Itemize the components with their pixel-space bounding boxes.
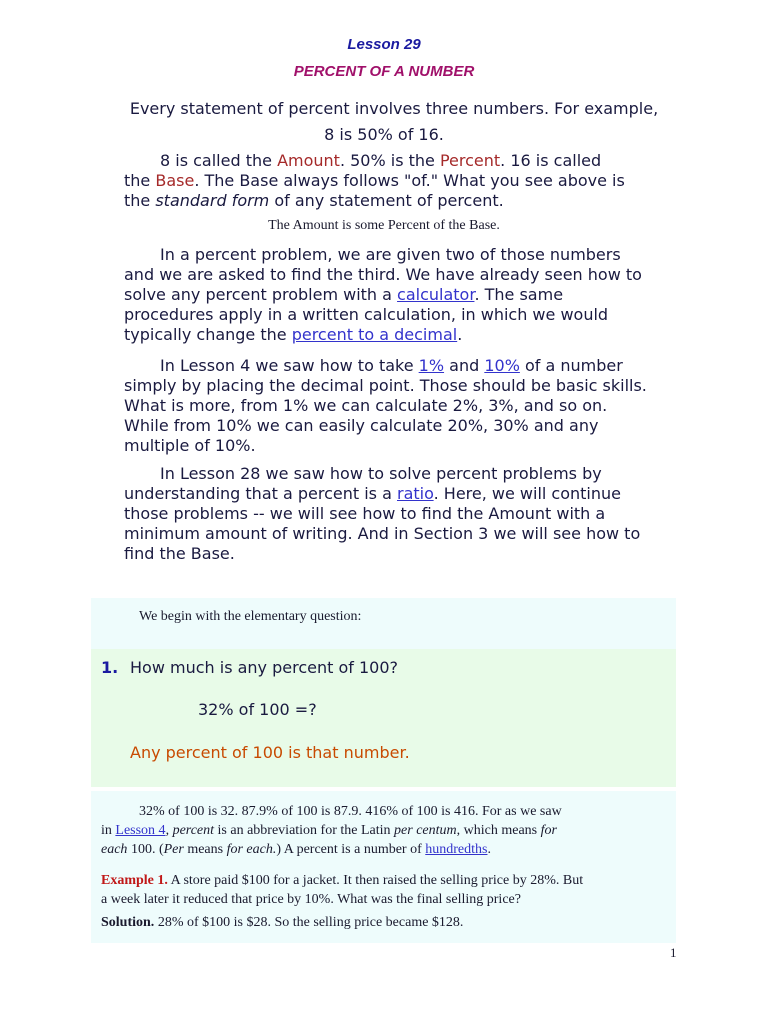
question-intro-box <box>91 598 676 649</box>
term-standard-form: standard form <box>155 191 270 210</box>
solution-text: 28% of $100 is $28. So the selling price became $128. <box>154 915 464 930</box>
term-base: Base <box>155 171 195 190</box>
question-intro-text: We begin with the elementary question: <box>139 609 362 624</box>
intro-line-1: Every statement of percent involves three numbers. For example, <box>129 99 659 118</box>
solution-label: Solution. <box>101 915 155 930</box>
question-number: 1. <box>101 658 119 677</box>
ten-percent-link[interactable]: 10% <box>484 356 520 375</box>
question-box <box>91 649 676 787</box>
page-number: 1 <box>670 945 677 960</box>
paragraph-lesson-4: In Lesson 4 we saw how to take 1% and 10% of a number simply by placing the decimal point. Those should be basic skills. What is more, from 1% we can calculate 2%, 3%, and so on. While from 10% we can easily calculate 20%, 30% and any multiple of 10%. <box>124 356 647 455</box>
example-label: Example 1. <box>101 873 168 888</box>
explanation-text: 32% of 100 is 32. 87.9% of 100 is 87.9. 416% of 100 is 416. For as we saw in Lesson 4, percent is an abbreviation for the Latin per centum, which means for each 100. (Per means for each.) A percent is a number of hundredths. <box>101 804 562 857</box>
hundredths-link[interactable]: hundredths <box>425 842 488 857</box>
paragraph-calculation: In a percent problem, we are given two of those numbers and we are asked to find the third. We have already seen how to solve any percent problem with a calculator. The same procedures apply in a written calculation, in which we would typically change the percent to a decimal. <box>124 245 642 344</box>
explanation-box <box>91 791 676 943</box>
question-prompt: 32% of 100 =? <box>198 700 317 719</box>
intro-example: 8 is 50% of 16. <box>324 125 444 144</box>
question-answer: Any percent of 100 is that number. <box>130 743 410 762</box>
one-percent-link[interactable]: 1% <box>418 356 445 375</box>
question-text: How much is any percent of 100? <box>130 658 399 677</box>
page-title: PERCENT OF A NUMBER <box>293 63 475 80</box>
term-percent: Percent <box>439 151 501 170</box>
lesson-4-link[interactable]: Lesson 4 <box>115 823 166 838</box>
example-1: Example 1. A store paid $100 for a jacket. It then raised the selling price by 28%. But a week later it reduced that price by 10%. What was the final selling price? Solution. 28% of $100 is $28. So the selling price became $128. <box>101 873 584 930</box>
lesson-number: Lesson 29 <box>347 36 421 53</box>
paragraph-lesson-28: In Lesson 28 we saw how to solve percent problems by understanding that a percent is a ratio. Here, we will continue those problems -- we will see how to find the Amount with a minimum amount of writing. And in Section 3 we will see how to find the Base. <box>124 464 641 563</box>
intro-definitions: 8 is called the Amount. 50% is the Percent. 16 is called the Base. The Base always follows "of." What you see above is the standard form of any statement of percent. <box>124 151 625 210</box>
calculator-link[interactable]: calculator <box>397 285 475 304</box>
percent-to-decimal-link[interactable]: percent to a decimal <box>291 325 458 344</box>
ratio-link[interactable]: ratio <box>397 484 434 503</box>
term-amount: Amount <box>277 151 340 170</box>
rule-statement: The Amount is some Percent of the Base. <box>268 218 500 233</box>
